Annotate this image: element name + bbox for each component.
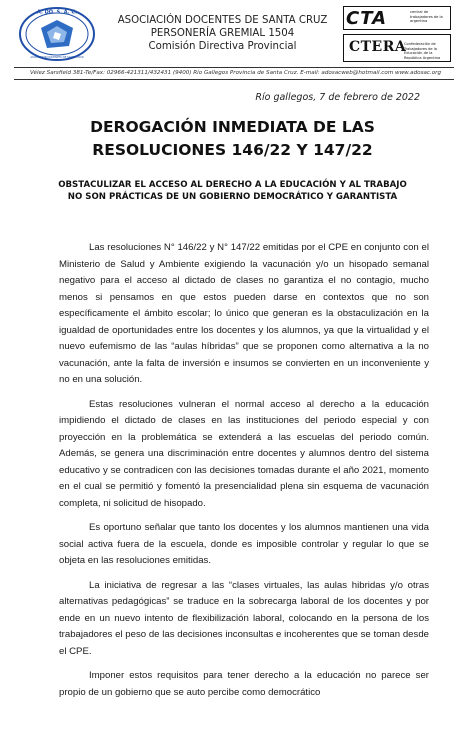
document-title: DEROGACIÓN INMEDIATA DE LAS RESOLUCIONES 146/22 Y 147/22 [90, 118, 375, 159]
org-registration: PERSONERÍA GREMIAL 1504 [150, 28, 295, 39]
cta-side-text: central de trabajadores de la argentina [410, 10, 443, 23]
document-body [59, 240, 429, 709]
ctera-logo [343, 34, 451, 62]
logo-ring-text: ASOCIACIÓN DOCENTES DE SANTA CRUZ [30, 56, 84, 59]
document-subtitle: OBSTACULIZAR EL ACCESO AL DERECHO A LA EDUCACIÓN Y AL TRABAJO NO SON PRÁCTICAS DE UN GOBIERNO DEMOCRÁTICO Y GARANTISTA [58, 180, 407, 202]
paragraph: Estas resoluciones vulneran el normal acceso al derecho a la educación impidiendo el dictado de clases en las instituciones del periodo especial y con proyección en la problemática se extenderá a las escuelas del periodo común. Además, se genera una discriminación entre docentes y alumnos dentro del sistema educativo y se contradicen con las decisiones tomadas durante el año 2021, momento en el cual se permitió y fomentó la presencialidad plena sin esquema de vacunación completa, ni solicitud de hisopado. [59, 398, 429, 509]
paragraph: Imponer estos requisitos para tener derecho a la educación no parece ser propio de un gobierno que se auto percibe como democrático [59, 670, 429, 698]
org-name-block [110, 14, 335, 53]
ctera-logo-text: CTERA [349, 39, 407, 55]
cta-logo-text: CTA [346, 8, 388, 29]
adosac-logo [17, 6, 97, 62]
document-date: Río gallegos, 7 de febrero de 2022 [255, 92, 420, 103]
affiliation-logos [343, 6, 453, 66]
org-name: ASOCIACIÓN DOCENTES DE SANTA CRUZ [117, 15, 328, 26]
header-rule-bottom [14, 79, 454, 80]
ctera-side-text: Confederación de Trabajadores de la Educación de la República Argentina [404, 42, 441, 60]
contact-line: Vélez Sarsfield 381-Te/Fax: 02966-421311/432431 (9400) Río Gallegos Provincia de Santa Cruz. E-mail: adosacweb@hotmail.com www.adosac.org [30, 70, 442, 76]
header-rule-top [14, 67, 454, 68]
letterhead [0, 0, 465, 70]
cta-logo [343, 6, 451, 30]
org-commission: Comisión Directiva Provincial [148, 41, 297, 52]
paragraph: Las resoluciones N° 146/22 y N° 147/22 emitidas por el CPE en conjunto con el Ministerio de Salud y Ambiente exigiendo la vacunación y/o un hisopado semanal negativo para el acceso al dictado de clases no garantiza el no contagio, mucho menos si pensamos en que estos pueden darse en contextos que no son específicamente el ámbito escolar; lo único que generan es la obstaculización en la igualdad de oportunidades entre los docentes y los alumnos, ya que la virtualidad y el nuevo eufemismo de las “aulas híbridas” que se proponen como alternativa a la no vacunación, ante la falta de inversión e insumos se convierten en un inconveniente y no en una solución. [59, 242, 429, 385]
logo-top-text: A. DO. S. A. C. [37, 9, 77, 16]
paragraph: La iniciativa de regresar a las “clases virtuales, las aulas hibridas y/o otras alternativas pedagógicas” se traduce en la sobrecarga laboral de los docentes y por ende en un nuevo intento de flexibilización laboral, colocando en la persona de los trabajadores el peso de las decisiones inconsultas e incoherentes que se toman desde el CPE. [59, 579, 429, 657]
paragraph: Es oportuno señalar que tanto los docentes y los alumnos mantienen una vida social activa fuera de la escuela, donde es imposible controlar y regular lo que se objeta en las resoluciones emitidas. [59, 522, 429, 566]
